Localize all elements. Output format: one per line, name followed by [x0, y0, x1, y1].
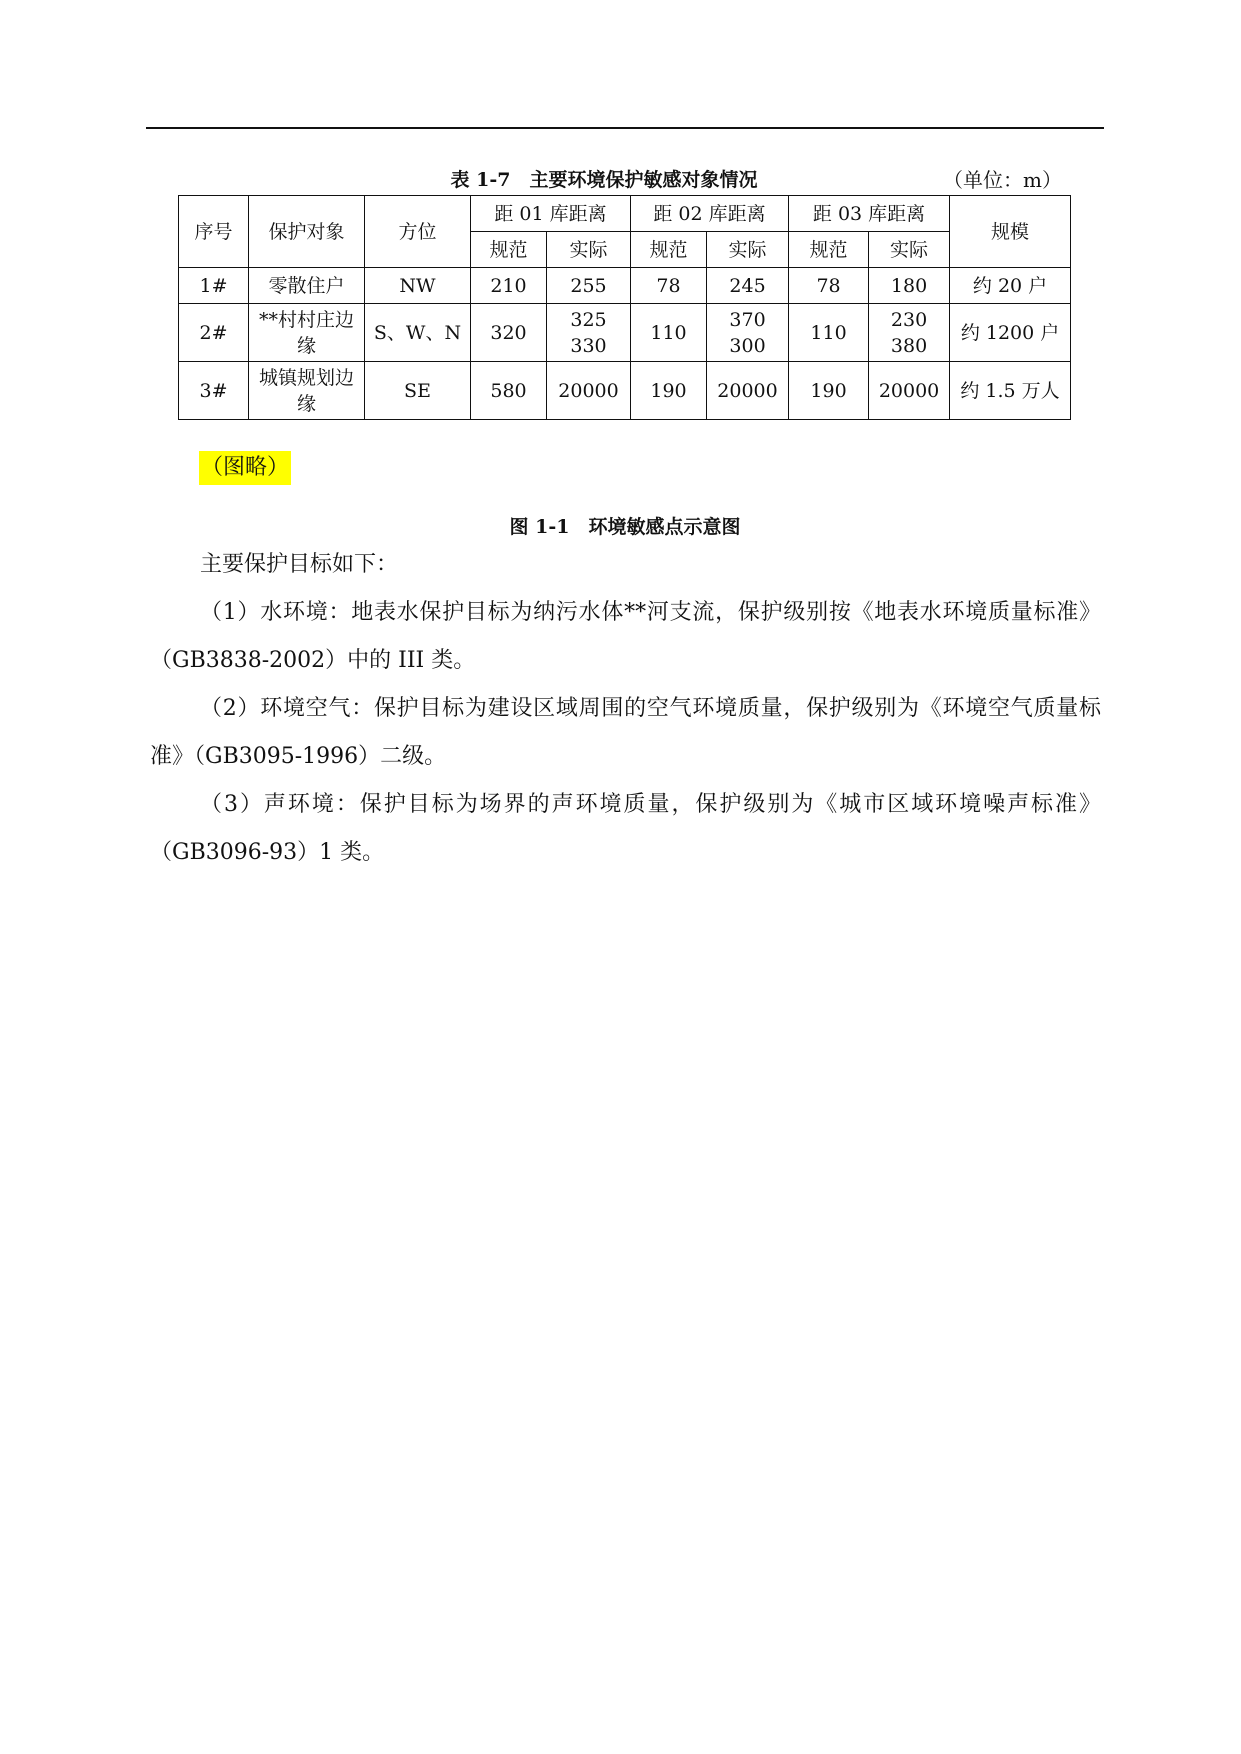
cell-actual-03: 180	[869, 268, 950, 304]
cell-actual-02: 370 300	[707, 304, 789, 362]
figure-caption: 图 1-1 环境敏感点示意图	[509, 516, 741, 538]
cell-norm-01: 210	[471, 268, 547, 304]
table-caption: 表 1-7 主要环境保护敏感对象情况	[450, 169, 758, 191]
cell-scale: 约 1.5 万人	[950, 362, 1071, 420]
cell-actual-03: 230 380	[869, 304, 950, 362]
cell-norm-02: 78	[631, 268, 707, 304]
cell-actual-02: 20000	[707, 362, 789, 420]
cell-actual-03: 20000	[869, 362, 950, 420]
figure-omitted-note: （图略）	[199, 451, 291, 485]
subheader-actual: 实际	[547, 232, 631, 268]
cell-direction: SE	[365, 362, 471, 420]
sensitive-objects-table	[178, 195, 1071, 420]
table-row	[179, 362, 1071, 420]
subheader-actual: 实际	[869, 232, 950, 268]
subheader-norm: 规范	[471, 232, 547, 268]
cell-norm-03: 110	[789, 304, 869, 362]
cell-actual-01: 20000	[547, 362, 631, 420]
header-scale: 规模	[950, 196, 1071, 268]
cell-norm-01: 580	[471, 362, 547, 420]
subheader-actual: 实际	[707, 232, 789, 268]
table-row	[179, 304, 1071, 362]
body-item-noise: （3）声环境：保护目标为场界的声环境质量，保护级别为《城市区域环境噪声标准》（GB3096-93）1 类。	[150, 792, 1101, 865]
header-index: 序号	[179, 196, 249, 268]
cell-norm-01: 320	[471, 304, 547, 362]
cell-norm-02: 190	[631, 362, 707, 420]
table-caption-row	[146, 166, 1062, 194]
header-dist02: 距 02 库距离	[631, 196, 789, 232]
cell-index: 3#	[179, 362, 249, 420]
body-item-air: （2）环境空气：保护目标为建设区域周围的空气环境质量，保护级别为《环境空气质量标准》（GB3095-1996）二级。	[150, 696, 1101, 769]
cell-scale: 约 20 户	[950, 268, 1071, 304]
table-header-row	[179, 196, 1071, 232]
table-row	[179, 268, 1071, 304]
cell-scale: 约 1200 户	[950, 304, 1071, 362]
cell-direction: NW	[365, 268, 471, 304]
body-item-water: （1）水环境：地表水保护目标为纳污水体**河支流，保护级别按《地表水环境质量标准》（GB3838-2002）中的 III 类。	[150, 600, 1101, 673]
subheader-norm: 规范	[631, 232, 707, 268]
cell-actual-02: 245	[707, 268, 789, 304]
subheader-norm: 规范	[789, 232, 869, 268]
header-rule	[146, 127, 1104, 129]
header-dist01: 距 01 库距离	[471, 196, 631, 232]
cell-object: 城镇规划边缘	[249, 362, 365, 420]
cell-actual-01: 325 330	[547, 304, 631, 362]
table-unit-note: （单位：m）	[943, 168, 1062, 192]
body-text	[150, 541, 1101, 877]
header-dist03: 距 03 库距离	[789, 196, 950, 232]
cell-actual-01: 255	[547, 268, 631, 304]
cell-norm-03: 78	[789, 268, 869, 304]
cell-object: **村村庄边缘	[249, 304, 365, 362]
cell-object: 零散住户	[249, 268, 365, 304]
cell-index: 2#	[179, 304, 249, 362]
header-direction: 方位	[365, 196, 471, 268]
cell-index: 1#	[179, 268, 249, 304]
header-object: 保护对象	[249, 196, 365, 268]
cell-direction: S、W、N	[365, 304, 471, 362]
body-intro: 主要保护目标如下：	[200, 552, 399, 577]
cell-norm-02: 110	[631, 304, 707, 362]
cell-norm-03: 190	[789, 362, 869, 420]
